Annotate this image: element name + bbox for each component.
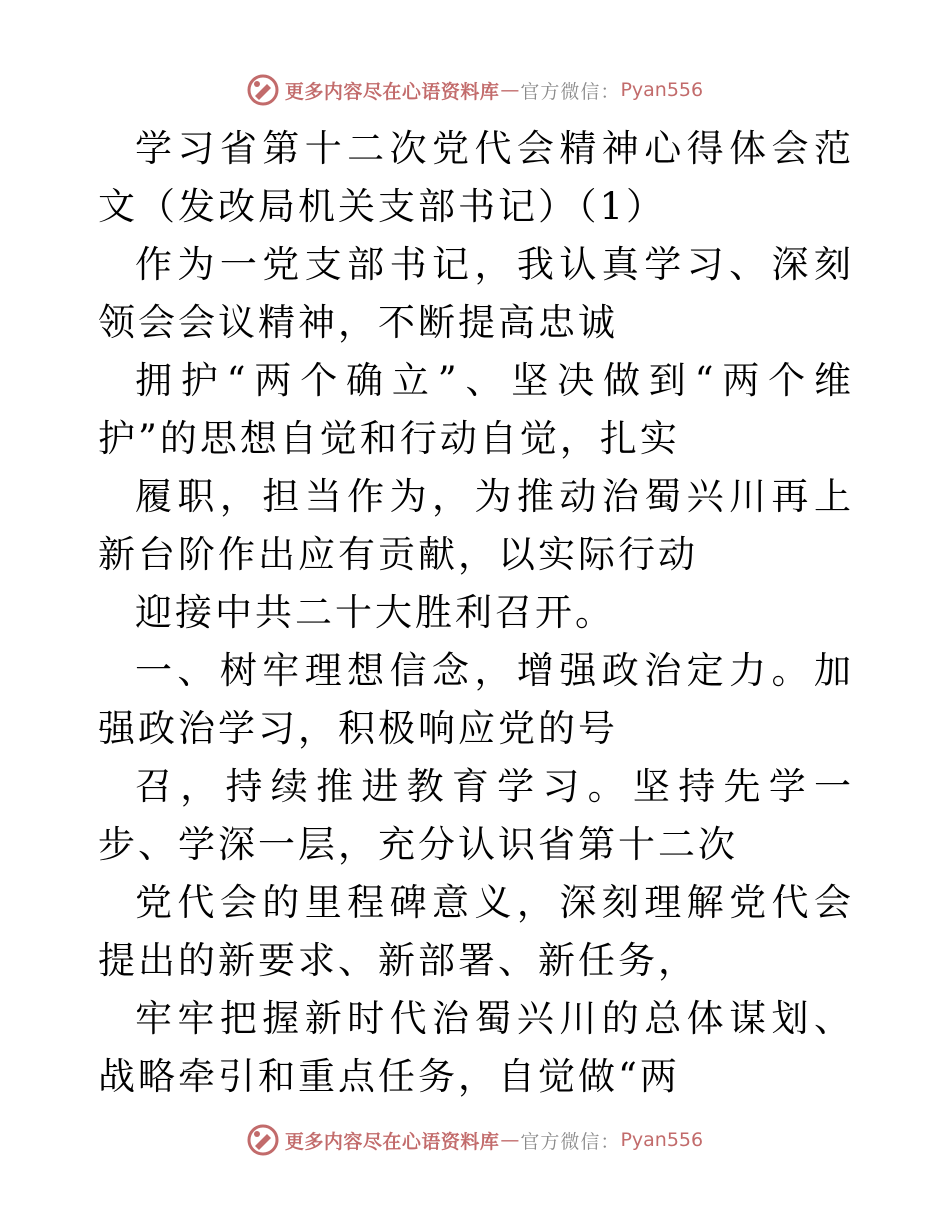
paragraph: 召，持续推进教育学习。坚持先学一步、学深一层，充分认识省第十二次	[98, 765, 854, 866]
paragraph: 党代会的里程碑意义，深刻理解党代会提出的新要求、新部署、新任务，	[98, 881, 854, 982]
document-body	[98, 120, 854, 1106]
watermark-dash: —	[500, 79, 520, 101]
section-heading-paragraph: 一、树牢理想信念，增强政治定力。加强政治学习，积极响应党的号	[98, 649, 854, 750]
watermark-brand-text: 更多内容尽在心语资料库	[284, 80, 500, 103]
brand-logo-icon	[247, 1124, 279, 1156]
watermark-code: Pyan556	[620, 1129, 704, 1151]
document-title: 学习省第十二次党代会精神心得体会范文（发改局机关支部书记）（1）	[98, 127, 854, 228]
watermark-dash: —	[500, 1129, 520, 1151]
paragraph: 牢牢把握新时代治蜀兴川的总体谋划、战略牵引和重点任务，自觉做“两	[98, 997, 854, 1098]
brand-logo-icon	[247, 74, 279, 106]
watermark-label: 官方微信：	[520, 1130, 621, 1153]
watermark-label: 官方微信：	[520, 80, 621, 103]
watermark-code: Pyan556	[620, 79, 704, 101]
watermark-brand-text: 更多内容尽在心语资料库	[284, 1130, 500, 1153]
paragraph: 迎接中共二十大胜利召开。	[135, 591, 615, 634]
paragraph: 拥护“两个确立”、坚决做到“两个维护”的思想自觉和行动自觉，扎实	[98, 359, 854, 460]
footer-watermark	[0, 1122, 950, 1158]
paragraph: 履职，担当作为，为推动治蜀兴川再上新台阶作出应有贡献，以实际行动	[98, 475, 854, 576]
header-watermark	[0, 72, 950, 108]
paragraph: 作为一党支部书记，我认真学习、深刻领会会议精神，不断提高忠诚	[98, 243, 854, 344]
